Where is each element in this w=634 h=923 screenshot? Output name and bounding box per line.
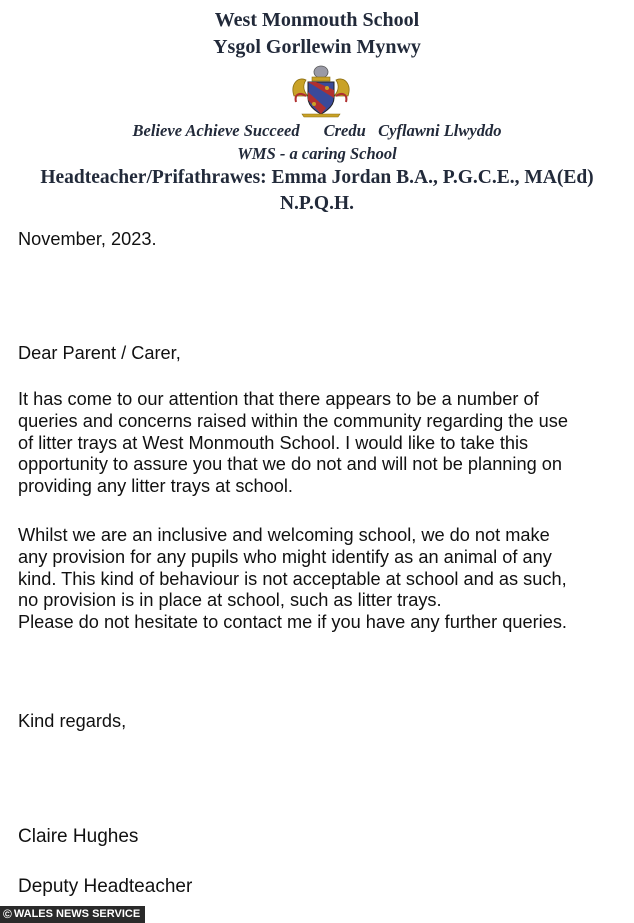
school-crest-icon — [290, 62, 352, 118]
motto-english: Believe Achieve Succeed — [132, 121, 300, 140]
headteacher-qualification: N.P.Q.H. — [279, 193, 355, 214]
headteacher-line: Headteacher/Prifathrawes: Emma Jordan B.A., P.G.C.E., MA(Ed) — [40, 167, 594, 188]
motto-welsh: Credu Cyflawni Llwyddo — [323, 121, 502, 140]
photo-credit-text: WALES NEWS SERVICE — [13, 908, 141, 920]
school-name: West Monmouth School — [214, 9, 420, 31]
paragraph-1: It has come to our attention that there appears to be a number of queries and concerns raised within the community regarding the use of litter trays at West Monmouth School. I would like to take this opportunity to assure you that we do not and will not be planning on providing any litter trays at school. — [18, 389, 568, 497]
school-tagline: WMS - a caring School — [237, 144, 397, 163]
signatory-title: Deputy Headteacher — [18, 876, 193, 897]
copyright-icon: © — [3, 907, 12, 921]
salutation: Dear Parent / Carer, — [18, 343, 181, 363]
closing: Kind regards, — [18, 711, 127, 731]
photo-credit-watermark — [0, 906, 145, 923]
letter-date: November, 2023. — [18, 229, 157, 249]
paragraph-2: Whilst we are an inclusive and welcoming school, we do not make any provision for any pupils who might identify as an animal of any kind. This kind of behaviour is not acceptable at school and as such, no provision is in place at school, such as litter trays. Please do not hesitate to contact me if you have any further queries. — [18, 525, 567, 633]
signatory-name: Claire Hughes — [18, 826, 139, 847]
motto — [0, 121, 634, 141]
school-name-welsh: Ysgol Gorllewin Mynwy — [213, 36, 421, 58]
